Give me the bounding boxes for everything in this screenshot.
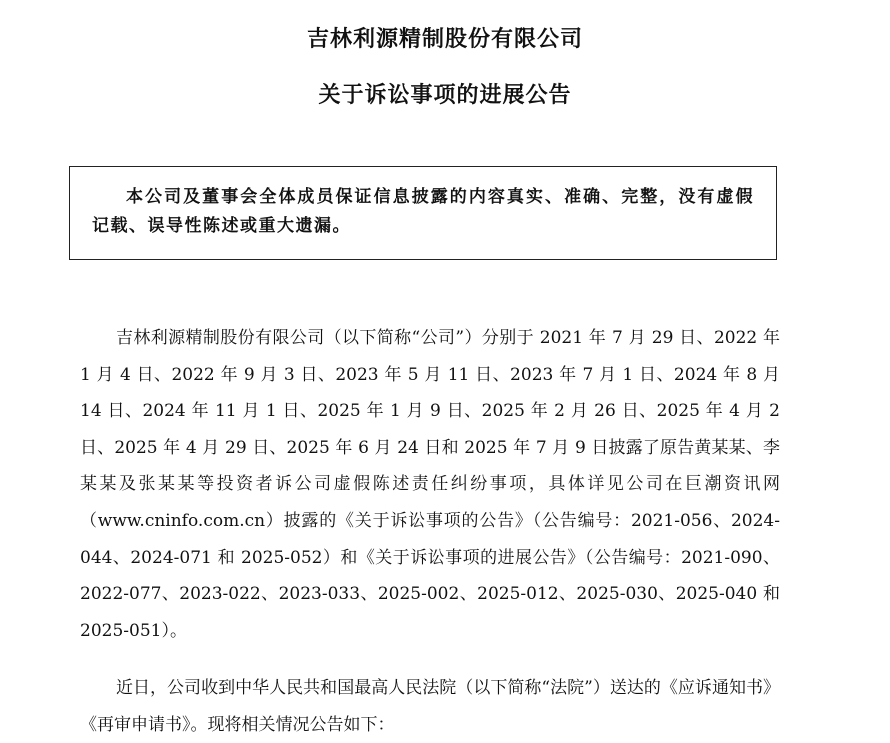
body-paragraph-court-notice: 近日，公司收到中华人民共和国最高人民法院（以下简称“法院”）送达的《应诉通知书》《再审申请书》。现将相关情况公告如下： xyxy=(80,678,780,735)
body-paragraph-disclosure-history: 吉林利源精制股份有限公司（以下简称“公司”）分别于 2021 年 7 月 29 日、2022 年 1 月 4 日、2022 年 9 月 3 日、2023 年 5 月 11 日、2023 年 7 月 1 日、2024 年 8 月 14 日、2024 年 11 月 1 日、2025 年 1 月 9 日、2025 年 2 月 26 日、2025 年 4 月 2 日、2025 年 4 月 29 日、2025 年 6 月 24 日和 2025 年 7 月 9 日披露了原告黄某某、李某某及张某某等投资者诉公司虚假陈述责任纠纷事项，具体详见公司在巨潮资讯网（www.cninfo.com.cn）披露的《关于诉讼事项的公告》（公告编号：2021-056、2024-044、2024-071 和 2025-052）和《关于诉讼事项的进展公告》（公告编号：2021-090、2022-077、2023-022、2023-033、2025-002、2025-012、2025-030、2025-040 和 2025-051）。 xyxy=(80,328,780,641)
disclaimer-box: 本公司及董事会全体成员保证信息披露的内容真实、准确、完整，没有虚假记载、误导性陈述或重大遗漏。 xyxy=(69,166,777,260)
company-title: 吉林利源精制股份有限公司 xyxy=(306,27,583,52)
notice-title: 关于诉讼事项的进展公告 xyxy=(318,83,572,108)
